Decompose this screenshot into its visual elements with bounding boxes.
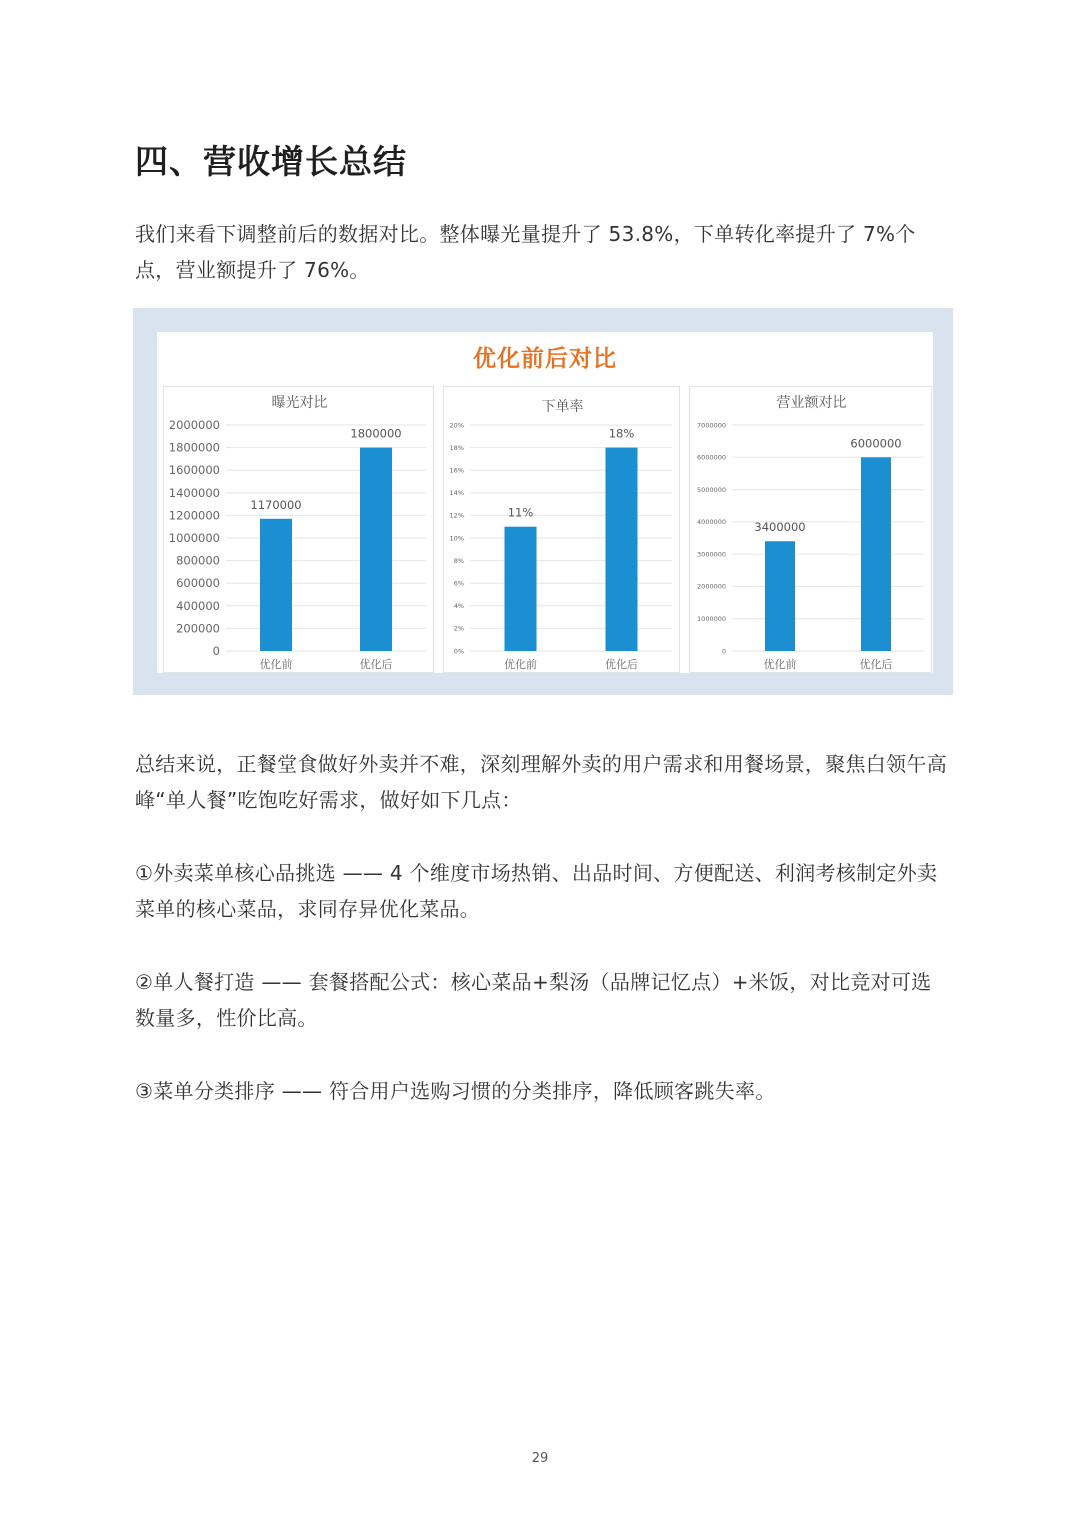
y-tick-label: 20%	[449, 421, 464, 430]
x-tick-label: 优化前	[763, 658, 797, 671]
y-tick-label: 1000000	[168, 531, 220, 546]
bar	[360, 448, 392, 651]
chart-title: 下单率	[541, 399, 584, 415]
bar	[505, 527, 537, 651]
point-1: ①外卖菜单核心品挑选 —— 4 个维度市场热销、出品时间、方便配送、利润考核制定外卖菜单的核心菜品，求同存异优化菜品。	[135, 861, 938, 921]
summary-paragraph: 总结来说，正餐堂食做好外卖并不难，深刻理解外卖的用户需求和用餐场景，聚焦白领午高峰“单人餐”吃饱吃好需求，做好如下几点：	[135, 752, 947, 812]
chart-title: 营业额对比	[776, 395, 847, 411]
x-tick-label: 优化前	[504, 658, 537, 671]
data-label: 18%	[608, 426, 635, 441]
order-rate-bar-chart	[444, 387, 681, 674]
y-tick-label: 5000000	[697, 485, 726, 494]
revenue-chart-panel	[689, 386, 932, 673]
y-tick-label: 1000000	[697, 614, 726, 623]
y-tick-label: 400000	[176, 598, 220, 613]
y-tick-label: 200000	[176, 621, 220, 636]
y-tick-label: 6000000	[697, 453, 726, 462]
revenue-bar-chart	[690, 387, 933, 674]
section-heading: 四、营收增长总结	[135, 142, 407, 181]
page-number: 29	[531, 1451, 549, 1466]
y-tick-label: 2000000	[168, 418, 220, 433]
exposure-chart-panel	[163, 386, 434, 673]
bar	[861, 457, 891, 651]
y-tick-label: 600000	[176, 576, 220, 591]
bar	[606, 448, 638, 651]
y-tick-label: 800000	[176, 553, 220, 568]
bar	[260, 519, 292, 651]
point-2: ②单人餐打造 —— 套餐搭配公式：核心菜品+梨汤（品牌记忆点）+米饭，对比竞对可选数量多，性价比高。	[135, 970, 932, 1030]
y-tick-label: 6%	[453, 579, 464, 588]
figure-canvas	[157, 332, 933, 673]
y-tick-label: 0	[721, 647, 726, 656]
comparison-figure	[133, 308, 953, 695]
data-label: 11%	[507, 505, 534, 520]
x-tick-label: 优化前	[259, 658, 293, 671]
y-tick-label: 0%	[453, 647, 464, 656]
y-tick-label: 1600000	[168, 463, 220, 478]
bar	[765, 541, 795, 651]
y-tick-label: 1400000	[168, 485, 220, 500]
data-label: 3400000	[754, 520, 806, 535]
point-3: ③菜单分类排序 —— 符合用户选购习惯的分类排序，降低顾客跳失率。	[135, 1079, 776, 1103]
y-tick-label: 2000000	[697, 582, 726, 591]
intro-paragraph: 我们来看下调整前后的数据对比。整体曝光量提升了 53.8%，下单转化率提升了 7%个点，营业额提升了 76%。	[135, 222, 916, 282]
y-tick-label: 3000000	[697, 550, 726, 559]
y-tick-label: 1800000	[168, 440, 220, 455]
chart-title: 曝光对比	[271, 395, 328, 411]
y-tick-label: 10%	[449, 534, 464, 543]
y-tick-label: 8%	[453, 556, 464, 565]
exposure-bar-chart	[164, 387, 435, 674]
x-tick-label: 优化后	[605, 658, 638, 671]
y-tick-label: 1200000	[168, 508, 220, 523]
y-tick-label: 4000000	[697, 518, 726, 527]
order-rate-chart-panel	[443, 386, 680, 673]
y-tick-label: 12%	[449, 511, 464, 520]
y-tick-label: 16%	[449, 466, 464, 475]
figure-title: 优化前后对比	[473, 346, 617, 372]
y-tick-label: 18%	[449, 443, 464, 452]
y-tick-label: 2%	[453, 624, 464, 633]
data-label: 1170000	[250, 497, 302, 512]
x-tick-label: 优化后	[859, 658, 893, 671]
data-label: 6000000	[850, 436, 902, 451]
y-tick-label: 0	[212, 644, 220, 659]
y-tick-label: 7000000	[697, 421, 726, 430]
x-tick-label: 优化后	[359, 658, 393, 671]
y-tick-label: 4%	[453, 602, 464, 611]
data-label: 1800000	[350, 426, 402, 441]
y-tick-label: 14%	[449, 489, 464, 498]
